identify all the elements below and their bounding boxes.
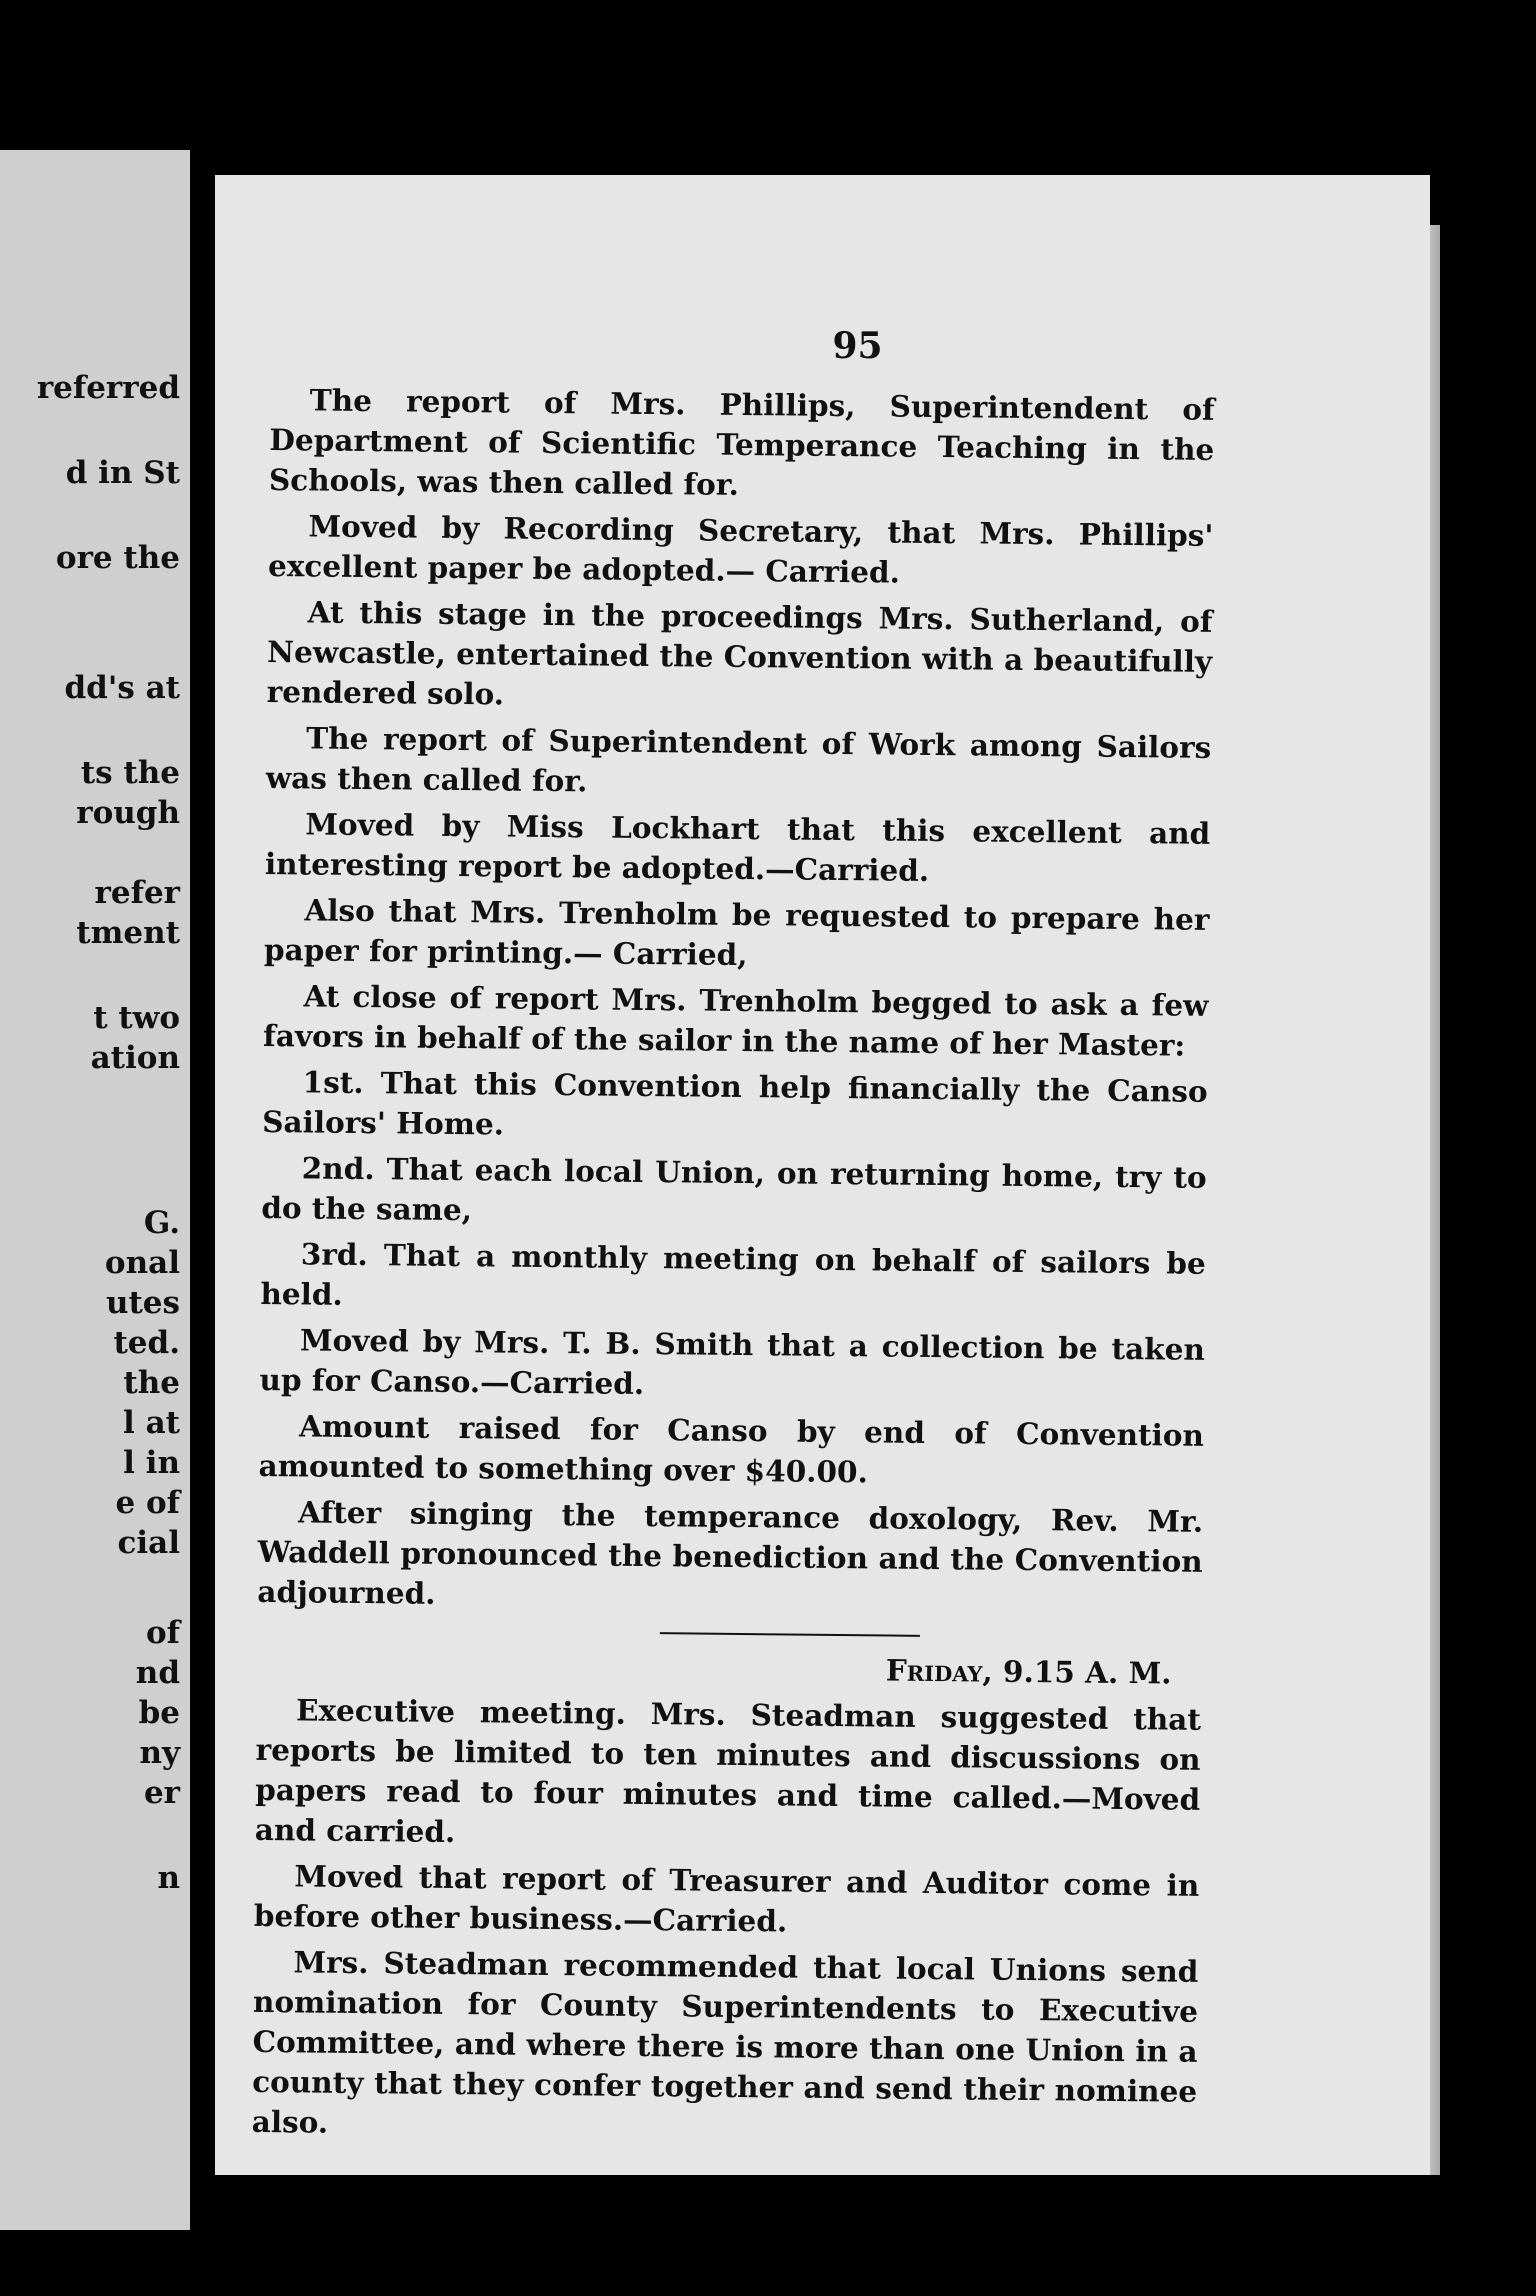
- facing-page-fragment: be: [138, 1695, 180, 1731]
- paragraph: Moved by Miss Lockhart that this excellent and interesting report be adopted.—Carried.: [264, 806, 1211, 888]
- paragraph: After singing the temperance doxology, Rev. Mr. Waddell pronounced the benediction and the Convention adjourned.: [257, 1494, 1204, 1611]
- paragraph: 2nd. That each local Union, on returning home, try to do the same,: [261, 1150, 1207, 1228]
- paragraph: 3rd. That a monthly meeting on behalf of sailors be held.: [260, 1236, 1206, 1312]
- section-divider: [659, 1632, 919, 1637]
- paragraph: Moved by Mrs. T. B. Smith that a collection be taken up for Canso.—Carried.: [259, 1322, 1206, 1401]
- paragraph: At close of report Mrs. Trenholm begged to ask a few favors in behalf of the sailor in the name of her Master:: [262, 978, 1209, 1063]
- paragraph: At this stage in the proceedings Mrs. Sutherland, of Newcastle, entertained the Convention with a beautifully rendered solo.: [266, 594, 1213, 712]
- facing-page-fragment: referred: [36, 370, 180, 406]
- facing-page-fragment: l in: [123, 1445, 180, 1481]
- paragraph: Mrs. Steadman recommended that local Unions send nomination for County Superintendents to Executive Committee, and where there is more than one Union in a county that they confer together and send their nominee also.: [251, 1944, 1199, 2140]
- facing-page-sliver: [0, 150, 190, 2230]
- facing-page-fragment: d in St: [65, 455, 180, 491]
- paragraph: The report of Superintendent of Work among Sailors was then called for.: [265, 720, 1212, 799]
- paragraph: The report of Mrs. Phillips, Superintendent of Department of Scientific Temperance Teaching in the Schools, was then called for.: [268, 382, 1215, 502]
- facing-page-fragment: rough: [76, 795, 180, 831]
- paragraph: 1st. That this Convention help financially the Canso Sailors' Home.: [262, 1064, 1208, 1142]
- facing-page-fragment: nd: [135, 1655, 180, 1691]
- facing-page-fragment: cial: [117, 1525, 180, 1561]
- facing-page-fragment: tment: [76, 915, 180, 951]
- paragraph: Moved that report of Treasurer and Auditor come in before other business.—Carried.: [253, 1858, 1200, 1939]
- facing-page-fragment: ore the: [55, 540, 180, 576]
- paragraph: Moved by Recording Secretary, that Mrs. Phillips' excellent paper be adopted.— Carried.: [267, 508, 1214, 590]
- facing-page-fragment: dd's at: [64, 670, 180, 706]
- facing-page-fragment: ation: [90, 1040, 180, 1076]
- facing-page-fragment: onal: [104, 1245, 180, 1281]
- facing-page-fragment: ted.: [113, 1325, 180, 1361]
- facing-page-fragment: refer: [94, 875, 180, 911]
- paragraph: Amount raised for Canso by end of Convention amounted to something over $40.00.: [258, 1408, 1205, 1490]
- facing-page-fragment: the: [123, 1365, 180, 1401]
- facing-page-fragment: ts the: [80, 755, 180, 791]
- facing-page-fragment: er: [143, 1775, 180, 1811]
- facing-page-fragment: n: [157, 1860, 180, 1896]
- book-page: [215, 175, 1430, 2175]
- facing-page-fragment: ny: [139, 1735, 180, 1771]
- facing-page-fragment: G.: [143, 1205, 180, 1241]
- paragraph: Executive meeting. Mrs. Steadman suggested that reports be limited to ten minutes and discussions on papers read to four minutes and time called.—Moved and carried.: [254, 1692, 1202, 1850]
- facing-page-fragment: utes: [105, 1285, 180, 1321]
- page-body: [251, 380, 1214, 2158]
- page-number: 95: [832, 325, 883, 367]
- facing-page-fragment: t two: [93, 1000, 180, 1036]
- facing-page-fragment: l at: [123, 1405, 180, 1441]
- facing-page-fragment: of: [145, 1615, 180, 1651]
- facing-page-fragment: e of: [115, 1485, 180, 1521]
- section-heading: Friday, 9.15 A. M.: [885, 1652, 1172, 1691]
- paragraph: Also that Mrs. Trenholm be requested to prepare her paper for printing.— Carried,: [263, 892, 1210, 973]
